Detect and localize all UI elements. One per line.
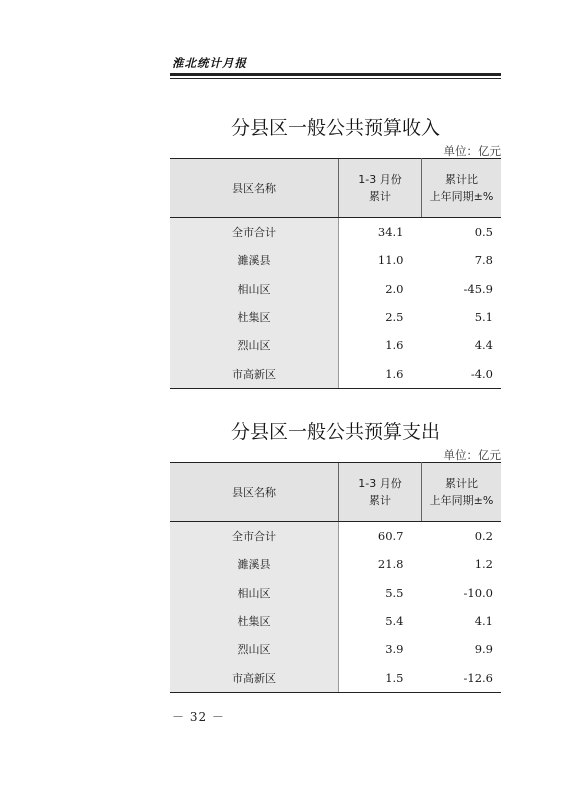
yoy-value: -4.0 [422, 359, 502, 388]
cumulative-value: 5.4 [339, 607, 422, 635]
revenue-unit-label: 单位：亿元 [443, 144, 501, 158]
page-number: － 32 － [172, 710, 225, 724]
header-district-name: 县区名称 [170, 159, 339, 218]
header-yoy-line2: 上年同期±% [429, 190, 494, 203]
header-cumulative-line2: 累计 [369, 494, 391, 507]
yoy-value: 7.8 [474, 253, 493, 268]
yoy-value: 9.9 [474, 642, 493, 657]
yoy-value: 4.4 [474, 338, 493, 353]
district-name: 濉溪县 [170, 246, 339, 274]
table-row [170, 663, 501, 692]
district-name: 杜集区 [170, 303, 339, 331]
district-name: 全市合计 [170, 522, 339, 551]
table-row [170, 359, 501, 388]
district-name: 烈山区 [170, 635, 339, 663]
yoy-value: -12.6 [422, 663, 502, 692]
district-name: 市高新区 [170, 663, 339, 692]
header-cumulative [339, 159, 422, 218]
cumulative-value: 3.9 [339, 635, 422, 663]
cumulative-value: 1.6 [339, 359, 422, 388]
revenue-table-title: 分县区一般公共预算收入 [230, 117, 440, 139]
cumulative-value: 21.8 [339, 550, 422, 578]
yoy-value: 1.2 [474, 557, 493, 572]
table-row [170, 246, 501, 274]
expenditure-unit-label: 单位：亿元 [443, 448, 501, 462]
table-row [170, 607, 501, 635]
table-row [170, 635, 501, 663]
yoy-value: 5.1 [474, 310, 493, 325]
header-yoy [422, 463, 502, 522]
cumulative-value: 2.0 [339, 275, 422, 303]
revenue-table [170, 158, 501, 389]
table-row [170, 522, 501, 551]
district-name: 市高新区 [170, 359, 339, 388]
table-row [170, 303, 501, 331]
district-name: 烈山区 [170, 331, 339, 359]
header-yoy [422, 159, 502, 218]
district-name: 濉溪县 [170, 550, 339, 578]
district-name: 相山区 [170, 275, 339, 303]
district-name: 杜集区 [170, 607, 339, 635]
cumulative-value: 60.7 [339, 522, 422, 551]
table-row [170, 550, 501, 578]
header-cumulative-line1: 1-3 月份 [358, 477, 402, 490]
table-row [170, 331, 501, 359]
yoy-value: -10.0 [463, 585, 493, 600]
table-header-row [170, 463, 501, 522]
header-yoy-line2: 上年同期±% [429, 494, 494, 507]
cumulative-value: 34.1 [339, 218, 422, 247]
header-cumulative-line1: 1-3 月份 [358, 173, 402, 186]
district-name: 全市合计 [170, 218, 339, 247]
cumulative-value: 2.5 [339, 303, 422, 331]
header-cumulative-line2: 累计 [369, 190, 391, 203]
yoy-value: 0.2 [474, 529, 493, 544]
table-header-row [170, 159, 501, 218]
cumulative-value: 5.5 [339, 579, 422, 607]
yoy-value: -45.9 [463, 281, 493, 296]
expenditure-table-title: 分县区一般公共预算支出 [230, 421, 440, 443]
table-row [170, 218, 501, 247]
expenditure-table [170, 462, 501, 693]
header-yoy-line1: 累计比 [445, 477, 478, 490]
cumulative-value: 1.5 [339, 663, 422, 692]
header-cumulative [339, 463, 422, 522]
table-row [170, 275, 501, 303]
header-yoy-line1: 累计比 [445, 173, 478, 186]
district-name: 相山区 [170, 579, 339, 607]
yoy-value: 4.1 [474, 614, 493, 629]
cumulative-value: 11.0 [339, 246, 422, 274]
header-rule-thin [170, 78, 501, 79]
cumulative-value: 1.6 [339, 331, 422, 359]
report-header-title: 淮北统计月报 [172, 56, 247, 70]
yoy-value: 0.5 [474, 225, 493, 240]
header-rule-thick [170, 73, 501, 76]
table-row [170, 579, 501, 607]
header-district-name: 县区名称 [170, 463, 339, 522]
